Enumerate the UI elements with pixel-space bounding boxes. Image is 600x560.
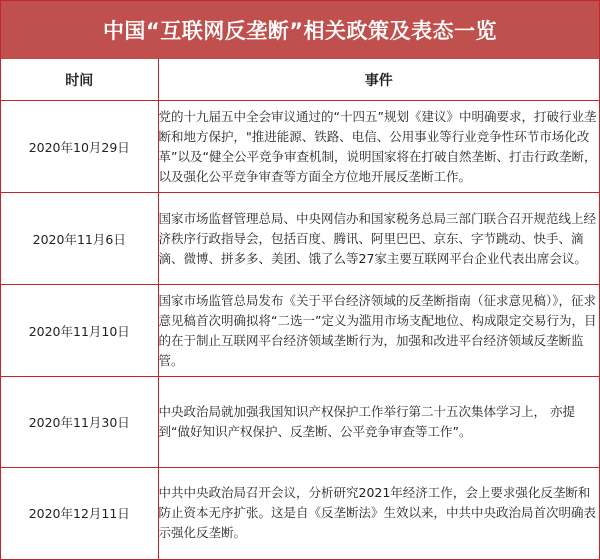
date-cell: 2020年10月29日 [1,101,158,193]
table-row [1,285,599,377]
column-header-time: 时间 [1,59,158,101]
event-cell: 中共中央政治局召开会议，分析研究2021年经济工作，会上要求强化反垄断和防止资本无序扩张。这是自《反垄断法》生效以来，中共中央政治局首次明确表示强化反垄断。 [158,468,599,559]
date-cell: 2020年11月30日 [1,377,158,468]
table-row [1,193,599,285]
date-cell: 2020年11月10日 [1,285,158,377]
event-cell: 国家市场监督管理总局、中央网信办和国家税务总局三部门联合召开规范线上经济秩序行政指导会，包括百度、腾讯、阿里巴巴、京东、字节跳动、快手、滴滴、微博、拼多多、美团、饿了么等27家主要互联网平台企业代表出席会议。 [158,193,599,285]
table-header-row [1,59,599,101]
date-cell: 2020年11月6日 [1,193,158,285]
table-row [1,468,599,559]
table-row [1,101,599,193]
event-cell: 中央政治局就加强我国知识产权保护工作举行第二十五次集体学习上， 亦提到“做好知识产权保护、反垄断、公平竞争审查等工作”。 [158,377,599,468]
events-table [1,59,599,559]
page-title: 中国“互联网反垄断”相关政策及表态一览 [1,1,599,59]
table-row [1,377,599,468]
event-cell: 党的十九届五中全会审议通过的“十四五”规划《建议》中明确要求，打破行业垄断和地方保护，"推进能源、铁路、电信、公用事业等行业竞争性环节市场化改革”以及“健全公平竞争审查机制，说明国家将在打破自然垄断、打击行政垄断，以及强化公平竞争审查等方面全方位地开展反垄断工作。 [158,101,599,193]
column-header-event: 事件 [158,59,599,101]
event-cell: 国家市场监管总局发布《关于平台经济领域的反垄断指南（征求意见稿）》，征求意见稿首次明确拟将“二选一”定义为滥用市场支配地位、构成限定交易行为，目的在于制止互联网平台经济领域垄断行为，加强和改进平台经济领域反垄断监管。 [158,285,599,377]
date-cell: 2020年12月11日 [1,468,158,559]
